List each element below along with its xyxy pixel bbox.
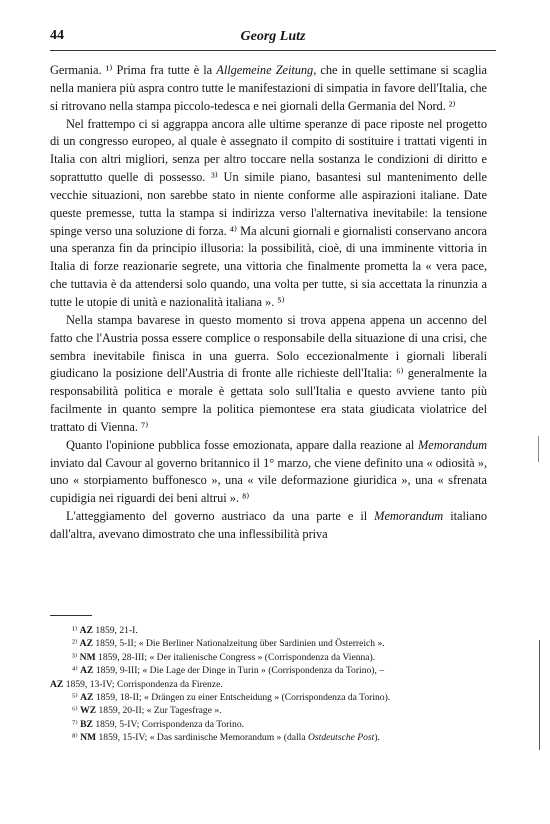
text-run: Un simile piano, basantesi sul mantenimento delle vecchie situazioni, non sarebbe stato in niente conforme alle aspirazioni italiane. Date queste premesse, tutta la stampa si indirizza verso l'alternativa inevitabile: la tensione spinge verso una soluzione di forza. [50, 170, 487, 238]
main-text [50, 62, 487, 544]
text-run: L'atteggiamento del governo austriaco da una parte e il [66, 509, 375, 524]
text-run: NM [80, 732, 97, 744]
footnote-ref: ⁸⁾ [241, 491, 250, 506]
text-run: Prima fra tutte è la [112, 63, 217, 77]
text-run: ¹⁾ [72, 625, 80, 636]
paragraph [50, 116, 487, 312]
text-run: 1859, 28-III; « Der italienische Congress » (Corrispondenza da Vienna). [95, 651, 376, 663]
text-run: italiano dall'altra, avevano dimostrato che una inflessibilità priva [50, 509, 487, 541]
header-rule [50, 50, 496, 51]
text-run: NM [79, 651, 96, 663]
text-run: ²⁾ [72, 638, 80, 650]
footnote [50, 718, 490, 731]
paragraph [50, 508, 487, 544]
footnote [50, 624, 490, 637]
footnotes [50, 624, 490, 745]
footnote [50, 731, 490, 744]
text-run: WZ [80, 705, 97, 717]
scan-edge [539, 640, 546, 750]
page-number: 44 [50, 28, 64, 43]
text-run: 1859, 21-I. [92, 625, 138, 636]
text-run: AZ [80, 665, 94, 677]
text-run: Nella stampa bavarese in questo momento si trova appena appena un accenno del fatto che l'Austria possa essere complice o responsabile della situazione di una crisi, che sembra inevitabile finisca in una guerra. Solo eccezionalmente i giornali liberali giudicano la posizione dell'Austria di fronte alle richieste dell'Italia: [50, 312, 487, 381]
text-run: 1859, 9-III; « Die Lage der Dinge in Turin » (Corrispondenza da Torino), – [93, 665, 385, 677]
text-run: Ostdeutsche Post [308, 732, 375, 744]
text-run: AZ [50, 678, 64, 690]
text-run: 1859, 5-IV; Corrispondenza da Torino. [92, 718, 245, 730]
page-header [50, 28, 496, 48]
footnote-ref: ⁶⁾ [396, 366, 404, 381]
footnote [50, 691, 490, 704]
running-head: Georg Lutz [240, 29, 306, 44]
text-run: ³⁾ [72, 651, 80, 663]
text-run: generalmente la responsabilità politica e morale è gettata solo sull'Italia e questo avviene tanto più facilmente in quanto sempre la politica piemontese era stata giudicata violatrice del trattato di Vienna. [50, 366, 488, 434]
paragraph [50, 437, 487, 508]
text-run: 1859, 15-IV; « Das sardinische Memorandum » (dalla [96, 732, 308, 744]
text-run: Allgemeine Zeitung [216, 63, 314, 77]
text-run: ⁷⁾ [72, 718, 81, 730]
footnote-ref: ³⁾ [211, 170, 218, 185]
text-run: , che in quelle settimane si scaglia nella maniera più aspra contro tutte le manifestazioni di simpatia in favore dell'Italia, che si ritrovano nella stampa piccolo-tedesca e nei giornali della Germania del Nord. [50, 63, 487, 113]
footnote-ref: ⁵⁾ [277, 294, 285, 309]
footnote [50, 637, 490, 650]
text-run: ⁴⁾ [72, 665, 81, 677]
text-run: ). [374, 732, 380, 744]
text-run: ⁸⁾ [72, 732, 81, 744]
text-run: ⁵⁾ [72, 692, 81, 704]
text-run: BZ [80, 718, 93, 730]
footnote-ref: ⁴⁾ [229, 223, 238, 238]
footnote [50, 704, 490, 717]
paragraph [50, 62, 487, 116]
footnote-ref: ¹⁾ [105, 63, 113, 77]
text-run: 1859, 5-II; « Die Berliner Nationalzeitung über Sardinien und Österreich ». [92, 638, 385, 650]
footnote-separator [50, 615, 92, 616]
footnote [50, 664, 490, 677]
text-run: Memorandum [417, 437, 487, 452]
paragraph [50, 312, 487, 437]
footnote-ref: ⁷⁾ [140, 419, 149, 434]
text-run: Ma alcuni giornali e giornalisti conservano ancora una speranza fin da principio illusoria: la possibilità, cioè, di una imminente vittoria in Italia di forze reazionarie segrete, una vittoria che finalmente prometta la « vera pace, che tuttavia è da attendersi solo quando, una volta per tutte, si sia accettata la rinunzia a tutte le utopie di unità e nazionalità italiana ». [50, 223, 487, 309]
margin-mark [538, 436, 542, 462]
text-run: 1859, 13-IV; Corrispondenza da Firenze. [63, 678, 223, 690]
text-run: inviato dal Cavour al governo britannico il 1° marzo, che viene definito una « odiosità », uno « storpiamento buffonesco », una « vile deformazione giuridica », una « sfrenata cupidigia nei riguardi dei beni altrui ». [50, 455, 487, 506]
text-run: 1859, 18-II; « Drängen zu einer Entscheidung » (Corrispondenza da Torino). [93, 692, 391, 704]
text-run: AZ [80, 692, 94, 704]
text-run: AZ [79, 638, 93, 650]
footnote [50, 678, 490, 691]
text-run: Nel frattempo ci si aggrappa ancora alle ultime speranze di pace riposte nel progetto di un congresso europeo, al quale è assegnato il compito di sostituire i trattati vigenti in Italia con altri migliori, senza per altro toccare nella sostanza le condizioni di diritto e soprattutto quelle di possesso. [50, 116, 487, 185]
text-run: Memorandum [374, 509, 444, 524]
text-run: ⁶⁾ [72, 705, 81, 717]
text-run: 1859, 20-II; « Zur Tagesfrage ». [96, 705, 222, 717]
footnote [50, 651, 490, 664]
text-run: Quanto l'opinione pubblica fosse emozionata, appare dalla reazione al [66, 437, 418, 452]
footnote-ref: ²⁾ [448, 98, 456, 113]
text-run: AZ [79, 625, 93, 636]
text-run: Germania. [50, 63, 106, 77]
